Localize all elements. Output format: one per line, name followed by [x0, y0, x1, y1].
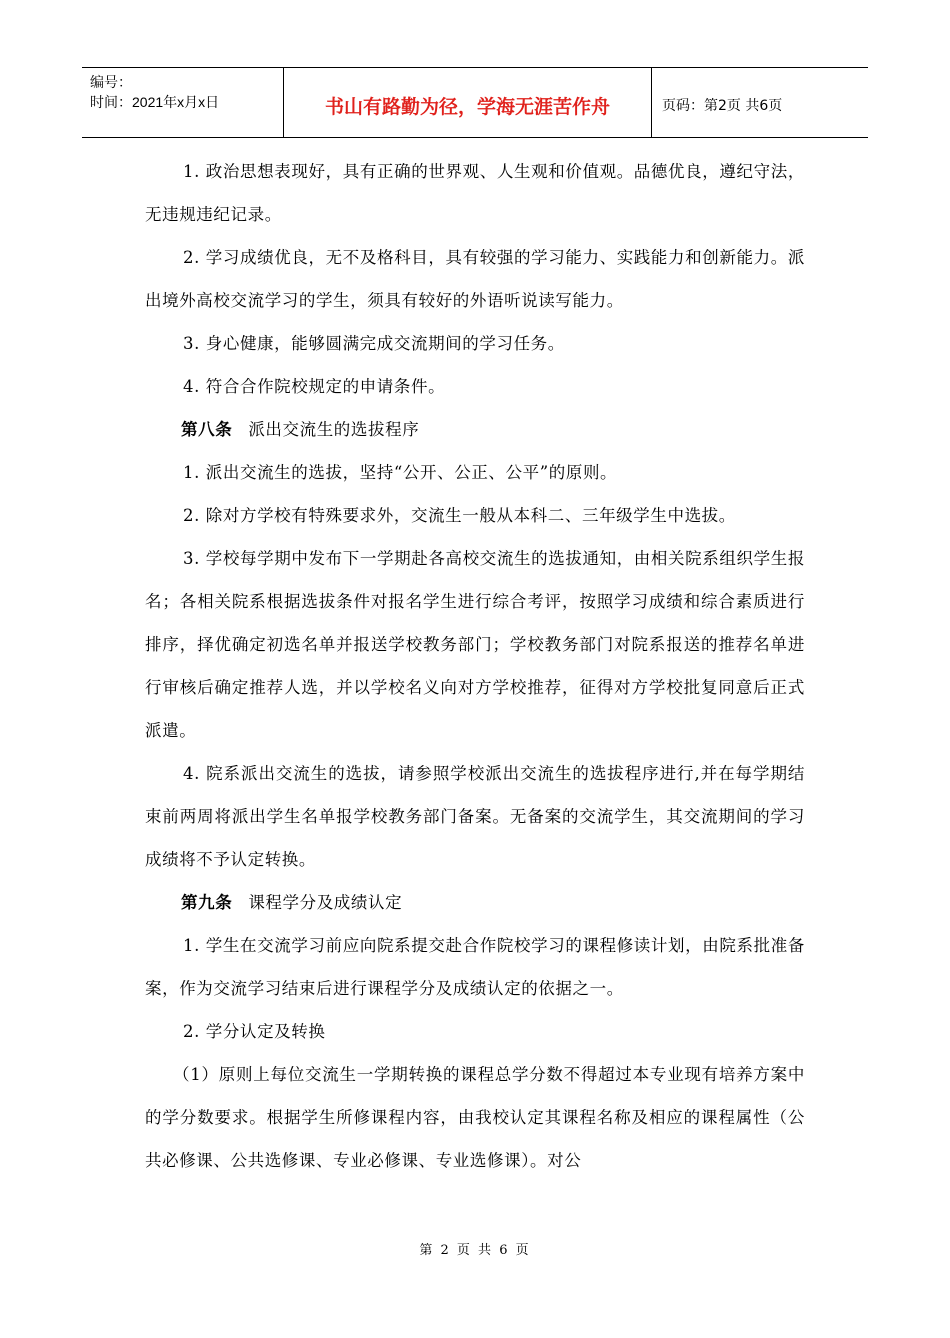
paragraph: 3. 学校每学期中发布下一学期赴各高校交流生的选拔通知，由相关院系组织学生报名；各相关院系根据选拔条件对报名学生进行综合考评，按照学习成绩和综合素质进行排序，择优确定初选名单并报送学校教务部门；学校教务部门对院系报送的推荐名单进行审核后确定推荐人选，并以学校名义向对方学校推荐，征得对方学校批复同意后正式派遣。 [145, 549, 805, 740]
header-page-number: 页码：第2页 共6页 [662, 97, 783, 114]
paragraph: （1）原则上每位交流生一学期转换的课程总学分数不得超过本专业现有培养方案中的学分数要求。根据学生所修课程内容，由我校认定其课程名称及相应的课程属性（公共必修课、公共选修课、专业必修课、专业选修课）。对公 [145, 1065, 805, 1170]
paragraph: 2. 学习成绩优良，无不及格科目，具有较强的学习能力、实践能力和创新能力。派出境外高校交流学习的学生，须具有较好的外语听说读写能力。 [145, 248, 805, 310]
document-body [145, 150, 805, 1182]
document-number-label: 编号： [90, 74, 132, 90]
section-number: 第九条 [181, 893, 233, 912]
paragraph: 1. 学生在交流学习前应向院系提交赴合作院校学习的课程修读计划，由院系批准备案，作为交流学习结束后进行课程学分及成绩认定的依据之一。 [145, 936, 805, 998]
paragraph: 1. 政治思想表现好，具有正确的世界观、人生观和价值观。品德优良，遵纪守法，无违规违纪记录。 [145, 162, 805, 224]
page-footer: 第 2 页 共 6 页 [419, 1243, 531, 1258]
paragraph: 4. 院系派出交流生的选拔，请参照学校派出交流生的选拔程序进行,并在每学期结束前两周将派出学生名单报学校教务部门备案。无备案的交流学生，其交流期间的学习成绩将不予认定转换。 [145, 764, 805, 869]
header-meta-cell [82, 68, 284, 137]
header-table [82, 67, 868, 138]
section-number: 第八条 [181, 420, 233, 439]
section-title: 派出交流生的选拔程序 [248, 420, 420, 439]
paragraph: 4. 符合合作院校规定的申请条件。 [183, 377, 446, 396]
header-motto: 书山有路勤为径，学海无涯苦作舟 [284, 68, 652, 137]
section-title: 课程学分及成绩认定 [248, 893, 403, 912]
paragraph: 3. 身心健康，能够圆满完成交流期间的学习任务。 [183, 334, 565, 353]
paragraph: 2. 除对方学校有特殊要求外，交流生一般从本科二、三年级学生中选拔。 [183, 506, 736, 525]
paragraph: 2. 学分认定及转换 [183, 1022, 326, 1041]
section-heading-8 [145, 408, 805, 451]
section-heading-9 [145, 881, 805, 924]
paragraph: 1. 派出交流生的选拔，坚持“公开、公正、公平”的原则。 [183, 463, 618, 482]
document-date-label: 时间：2021年x月x日 [90, 94, 220, 110]
